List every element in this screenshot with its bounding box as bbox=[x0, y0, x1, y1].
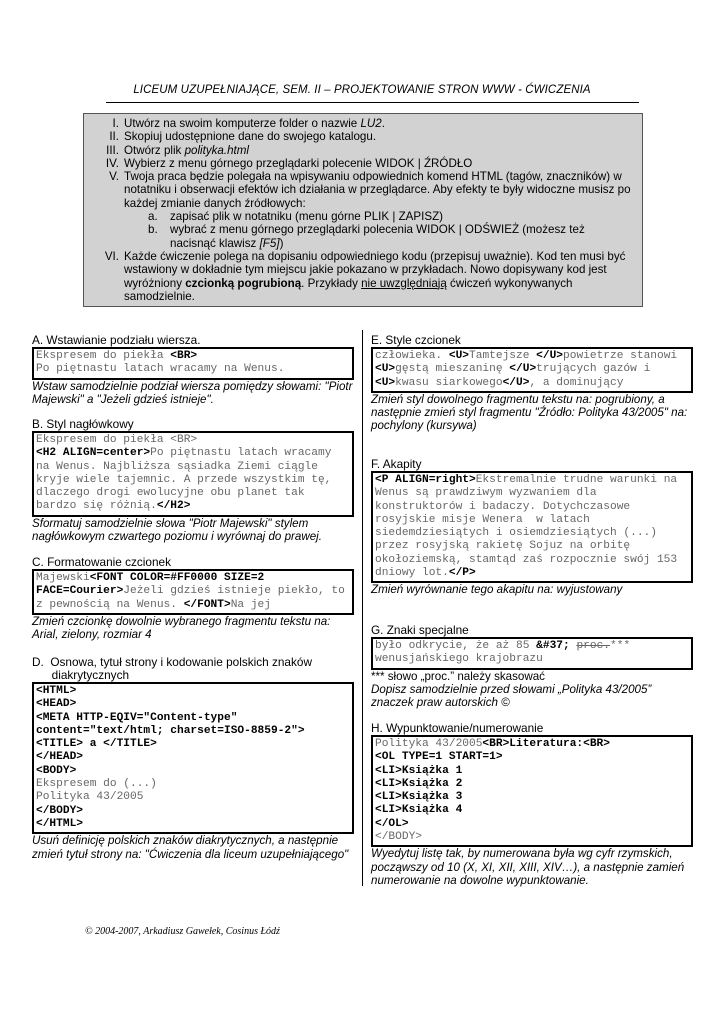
section-g bbox=[371, 624, 693, 709]
exercise-remark: *** słowo „proc.” należy skasować bbox=[371, 669, 545, 683]
code-block: było odkrycie, że aż 85 &#37; proc.*** wenusjańskiego krajobrazu bbox=[371, 637, 693, 670]
page-title: LICEUM UZUPEŁNIAJĄCE, SEM. II – PROJEKTOWANIE STRON WWW - ĆWICZENIA bbox=[133, 84, 591, 96]
code-block: <HTML> <HEAD> <META HTTP-EQIV="Content-type" content="text/html; charset=ISO-8859-2"> <TITLE> a </TITLE> </HEAD> <BODY> Ekspresem do (...) Polityka 43/2005 </BODY> </HTML> bbox=[32, 682, 354, 834]
exercise-note: Zmień wyrównanie tego akapitu na: wyjustowany bbox=[371, 583, 623, 597]
instruction-item: V. Twoja praca będzie polegała na wpisywaniu odpowiednich komend HTML (tagów, znaczników) w notatniku i obserwacji efektów ich działania w przeglądarce. Aby efekty te były widoczne musisz po każdej zmianie danych źródłowych: a. zapisać plik w notatniku (menu górne PLIK | ZAPISZ) b. wybrać z menu górnego przeglądarki polecenia WIDOK | ODŚWIEŻ (możesz też nacisnąć klawisz [F5]) bbox=[109, 170, 631, 250]
header-rule bbox=[106, 102, 639, 103]
section-d bbox=[32, 656, 354, 861]
footer-copyright: © 2004-2007, Arkadiusz Gawełek, Cosinus Łódź bbox=[85, 926, 280, 937]
exercise-note: Zmień styl dowolnego fragmentu tekstu na: pogrubiony, a następnie zmień styl fragmentu "Źródło: Polityka 43/2005" na: pochylony (kursywa) bbox=[371, 392, 688, 433]
code-block: człowieka. <U>Tamtejsze </U>powietrze stanowi <U>gęstą mieszaninę </U>trujących gazów i <U>kwasu siarkowego</U>, a dominujący bbox=[371, 347, 693, 393]
instruction-item: III. Otwórz plik polityka.html bbox=[106, 143, 249, 157]
section-title: C. Formatowanie czcionek bbox=[32, 555, 171, 569]
section-title: E. Style czcionek bbox=[371, 333, 461, 347]
section-title: F. Akapity bbox=[371, 457, 422, 471]
instruction-item: IV. Wybierz z menu górnego przeglądarki polecenie WIDOK | ŹRÓDŁO bbox=[105, 156, 473, 170]
exercise-note: Dopisz samodzielnie przed słowami „Polityka 43/2005” znaczek praw autorskich © bbox=[371, 682, 652, 710]
section-title: A. Wstawianie podziału wiersza. bbox=[32, 333, 201, 347]
code-block: <P ALIGN=right>Ekstremalnie trudne warunki na Wenus są prawdziwym wyzwaniem dla konstruktorów i badaczy. Dotychczasowe rosyjskie misje Wenera w latach siedemdziesiątych i osiemdziesiątych (...) przez rosyjską rakietę Sojuz na orbitę okołoziemską, stamtąd zaś rozpocznie swój 153 dniowy lot.</P> bbox=[371, 471, 693, 583]
instructions-box bbox=[83, 113, 643, 307]
instruction-subitem: a. zapisać plik w notatniku (menu górne PLIK | ZAPISZ) bbox=[148, 210, 444, 224]
code-block: Ekspresem do piekła <BR> <H2 ALIGN=center>Po piętnastu latach wracamy na Wenus. Najbliższa sąsiadka Ziemi ciągle kryje wiele tajemnic. A przede wszystkim tę, dlaczego drogi ewolucyjne obu planet tak bardzo się różnią.</H2> bbox=[32, 431, 354, 517]
exercise-note: Sformatuj samodzielnie słowa "Piotr Majewski" stylem nagłówkowym czwartego poziomu i wyrównaj do prawej. bbox=[32, 516, 322, 544]
instruction-item: VI. Każde ćwiczenie polega na dopisaniu odpowiedniego kodu (przepisuj uważnie). Kod ten musi być wstawiony w dokładnie tym miejscu jakie pokazano w przykładach. Nowo dopisywany kod jest wyróżniony czcionką pogrubioną. Przykłady nie uwzględniają ćwiczeń wykonywanych samodzielnie. bbox=[104, 249, 626, 303]
code-block: Polityka 43/2005<BR>Literatura:<BR> <OL TYPE=1 START=1> <LI>Książka 1 <LI>Książka 2 <LI>Książka 3 <LI>Książka 4 </OL> </BODY> bbox=[371, 735, 693, 847]
exercise-note: Wstaw samodzielnie podział wiersza pomiędzy słowami: "Piotr Majewski" a "Jeżeli gdzieś istnieje". bbox=[32, 379, 353, 406]
section-e bbox=[371, 334, 693, 433]
instruction-subitem: b. wybrać z menu górnego przeglądarki polecenia WIDOK | ODŚWIEŻ (możesz też nacisnąć klawisz [F5]) bbox=[148, 223, 585, 250]
exercise-note: Wyedytuj listę tak, by numerowana była wg cyfr rzymskich, począwszy od 10 (X, XI, XII, XIII, XIV…), a następnie zamień numerowanie na dowolne wypunktowanie. bbox=[371, 847, 685, 887]
section-f bbox=[371, 458, 693, 597]
section-title: B. Styl nagłówkowy bbox=[32, 417, 134, 431]
instruction-item: I. Utwórz na swoim komputerze folder o nazwie LU2. bbox=[112, 117, 385, 130]
section-h bbox=[371, 722, 693, 887]
section-title: H. Wypunktowanie/numerowanie bbox=[371, 721, 544, 735]
section-title: G. Znaki specjalne bbox=[371, 623, 469, 637]
exercise-note: Zmień czcionkę dowolnie wybranego fragmentu tekstu na: Arial, zielony, rozmiar 4 bbox=[32, 614, 331, 642]
section-c bbox=[32, 556, 354, 641]
column-divider bbox=[362, 330, 363, 886]
section-a bbox=[32, 334, 354, 406]
exercise-note: Usuń definicję polskich znaków diakrytycznych, a następnie zmień tytuł strony na: "Ćwiczenia dla liceum uzupełniającego" bbox=[32, 834, 349, 861]
section-b bbox=[32, 418, 354, 543]
code-block: Ekspresem do piekła <BR> Po piętnastu latach wracamy na Wenus. bbox=[32, 347, 354, 380]
section-title: D. Osnowa, tytuł strony i kodowanie polskich znaków diakrytycznych bbox=[32, 655, 312, 682]
instruction-item: II. Skopiuj udostępnione dane do swojego katalogu. bbox=[109, 130, 377, 144]
code-block: Majewski<FONT COLOR=#FF0000 SIZE=2 FACE=Courier>Jeżeli gdzieś istnieje piekło, to z pewnością na Wenus. </FONT>Na jej bbox=[32, 569, 354, 615]
